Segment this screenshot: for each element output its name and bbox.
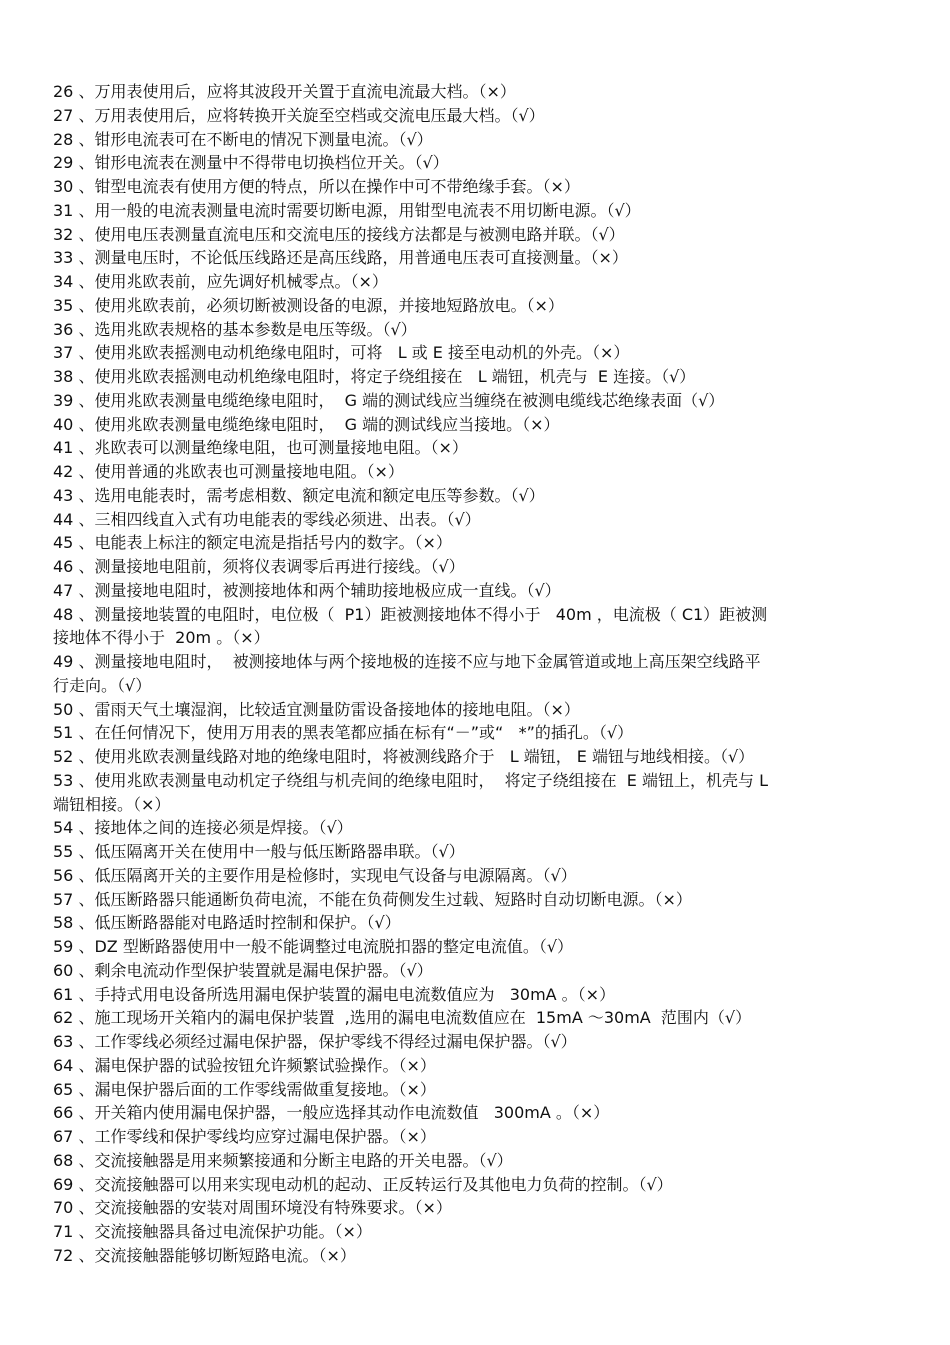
text-line: 69 、交流接触器可以用来实现电动机的起动、正反转运行及其他电力负荷的控制。（√）	[53, 1174, 673, 1194]
text-line: 35 、使用兆欧表前，必须切断被测设备的电源，并接地短路放电。（×）	[53, 295, 564, 315]
text-line: 43 、选用电能表时，需考虑相数、额定电流和额定电压等参数。（√）	[53, 485, 545, 505]
text-line: 66 、开关箱内使用漏电保护器，一般应选择其动作电流数值 300mA 。（×）	[53, 1103, 610, 1123]
text-line: 47 、测量接地电阻时，被测接地体和两个辅助接地极应成一直线。（√）	[53, 580, 561, 600]
text-line: 45 、电能表上标注的额定电流是指括号内的数字。（×）	[53, 533, 452, 553]
text-line: 端钮相接。（×）	[53, 794, 171, 814]
text-line: 70 、交流接触器的安装对周围环境没有特殊要求。（×）	[53, 1198, 452, 1218]
text-line: 68 、交流接触器是用来频繁接通和分断主电路的开关电器。（√）	[53, 1150, 513, 1170]
text-line: 55 、低压隔离开关在使用中一般与低压断路器串联。（√）	[53, 842, 465, 861]
text-line: 71 、交流接触器具备过电流保护功能。（×）	[53, 1222, 372, 1241]
text-line: 49 、测量接地电阻时， 被测接地体与两个接地极的连接不应与地下金属管道或地上高压架空线路平	[53, 652, 761, 671]
text-line: 51 、在任何情况下，使用万用表的黑表笔都应插在标有“－”或“ *”的插孔。（√）	[53, 723, 634, 743]
text-line: 65 、漏电保护器后面的工作零线需做重复接地。（×）	[53, 1079, 436, 1099]
text-line: 72 、交流接触器能够切断短路电流。（×）	[53, 1245, 356, 1265]
text-line: 37 、使用兆欧表摇测电动机绝缘电阻时，可将 L 或 E 接至电动机的外壳。（×）	[53, 343, 630, 363]
text-line: 46 、测量接地电阻前，须将仪表调零后再进行接线。（√）	[53, 557, 465, 576]
text-line: 31 、用一般的电流表测量电流时需要切断电源，用钳型电流表不用切断电源。（√）	[53, 200, 641, 220]
text-line: 27 、万用表使用后，应将转换开关旋至空档或交流电压最大档。（√）	[53, 105, 545, 125]
text-line: 63 、工作零线必须经过漏电保护器，保护零线不得经过漏电保护器。（√）	[53, 1032, 577, 1051]
text-line: 行走向。（√）	[53, 675, 152, 695]
text-line: 44 、三相四线直入式有功电能表的零线必须进、出表。（√）	[53, 509, 481, 529]
text-line: 52 、使用兆欧表测量线路对地的绝缘电阻时，将被测线路介于 L 端钮， E 端钮与地线相接。（√）	[53, 747, 755, 766]
text-line: 40 、使用兆欧表测量电缆绝缘电阻时， G 端的测试线应当接地。（×）	[53, 414, 560, 434]
text-line: 67 、工作零线和保护零线均应穿过漏电保护器。（×）	[53, 1127, 436, 1146]
text-line: 32 、使用电压表测量直流电压和交流电压的接线方法都是与被测电路并联。（√）	[53, 224, 625, 244]
text-line: 28 、钳形电流表可在不断电的情况下测量电流。（√）	[53, 129, 433, 149]
text-line: 36 、选用兆欧表规格的基本参数是电压等级。（√）	[53, 319, 417, 339]
text-line: 30 、钳型电流表有使用方便的特点，所以在操作中可不带绝缘手套。（×）	[53, 177, 580, 196]
question-list	[53, 80, 883, 1268]
text-line: 50 、雷雨天气土壤湿润，比较适宜测量防雷设备接地体的接地电阻。（×）	[53, 699, 580, 719]
text-line: 62 、施工现场开关箱内的漏电保护装置 ,选用的漏电电流数值应在 15mA ～30mA 范围内（√）	[53, 1008, 752, 1028]
text-line: 39 、使用兆欧表测量电缆绝缘电阻时， G 端的测试线应当缠绕在被测电缆线芯绝缘表面（√）	[53, 390, 725, 410]
text-line: 59 、DZ 型断路器使用中一般不能调整过电流脱扣器的整定电流值。（√）	[53, 937, 574, 956]
text-line: 58 、低压断路器能对电路适时控制和保护。（√）	[53, 913, 401, 933]
text-line: 接地体不得小于 20m 。（×）	[53, 628, 270, 648]
text-line: 60 、剩余电流动作型保护装置就是漏电保护器。（√）	[53, 960, 433, 980]
text-line: 41 、兆欧表可以测量绝缘电阻，也可测量接地电阻。（×）	[53, 438, 468, 458]
text-line: 26 、万用表使用后，应将其波段开关置于直流电流最大档。（×）	[53, 82, 516, 101]
text-line: 54 、接地体之间的连接必须是焊接。（√）	[53, 818, 353, 838]
text-line: 29 、钳形电流表在测量中不得带电切换档位开关。（√）	[53, 153, 449, 173]
text-line: 48 、测量接地装置的电阻时，电位极（ P1）距被测接地体不得小于 40m ，电流极（ C1）距被测	[53, 604, 768, 624]
text-line: 42 、使用普通的兆欧表也可测量接地电阻。（×）	[53, 462, 404, 481]
text-line: 53 、使用兆欧表测量电动机定子绕组与机壳间的绝缘电阻时， 将定子绕组接在 E 端钮上，机壳与 L	[53, 770, 768, 790]
text-line: 61 、手持式用电设备所选用漏电保护装置的漏电电流数值应为 30mA 。（×）	[53, 984, 616, 1004]
text-line: 38 、使用兆欧表摇测电动机绝缘电阻时，将定子绕组接在 L 端钮，机壳与 E 连接。（√）	[53, 367, 696, 386]
text-line: 34 、使用兆欧表前，应先调好机械零点。（×）	[53, 272, 388, 291]
text-line: 64 、漏电保护器的试验按钮允许频繁试验操作。（×）	[53, 1055, 436, 1075]
text-line: 56 、低压隔离开关的主要作用是检修时，实现电气设备与电源隔离。（√）	[53, 865, 577, 885]
text-line: 33 、测量电压时，不论低压线路还是高压线路，用普通电压表可直接测量。（×）	[53, 248, 628, 268]
text-line: 57 、低压断路器只能通断负荷电流，不能在负荷侧发生过载、短路时自动切断电源。（×）	[53, 889, 692, 909]
